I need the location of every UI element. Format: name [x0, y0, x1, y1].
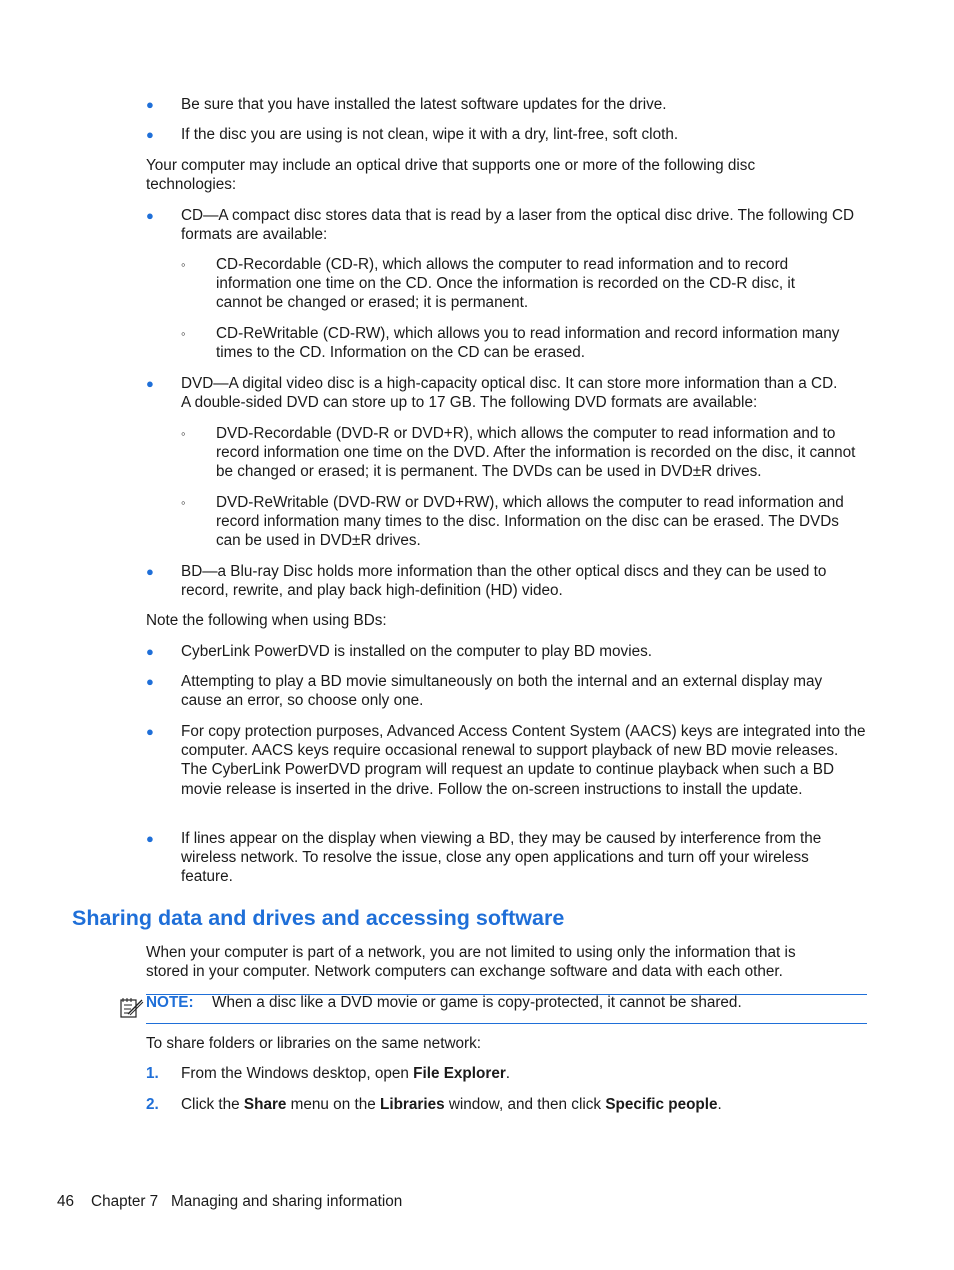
bullet-icon: ●: [146, 208, 154, 223]
list-item: CD—A compact disc stores data that is read by a laser from the optical disc drive. The following CD formats are available:: [181, 207, 855, 244]
bullet-icon: ●: [146, 831, 154, 846]
step-bold-text: File Explorer: [413, 1065, 506, 1082]
note-bottom-rule: [146, 1023, 867, 1024]
step-text: From the Windows desktop, open: [181, 1065, 414, 1082]
sub-list-item: CD-Recordable (CD-R), which allows the computer to read information and to record information one time on the CD. Once the information is recorded on the CD-R disc, it cannot be changed or erased; it is permanent.: [216, 256, 795, 312]
bullet-icon: ●: [146, 564, 154, 579]
sub-list-item: DVD-ReWritable (DVD-RW or DVD+RW), which allows the computer to read information and record information many times to the disc. Information on the disc can be erased. The DVDs can be used in DVD±R drives.: [216, 494, 844, 550]
step-text: .: [717, 1096, 722, 1113]
step-bold-text: Specific people: [605, 1096, 718, 1113]
step-text: Click the: [181, 1096, 244, 1113]
bullet-icon: ●: [146, 724, 154, 739]
paragraph: To share folders or libraries on the same network:: [146, 1035, 481, 1052]
list-item: DVD—A digital video disc is a high-capacity optical disc. It can store more information than a CD. A double-sided DVD can store up to 17 GB. The following DVD formats are available:: [181, 375, 838, 412]
sub-bullet-icon: ◦: [181, 326, 186, 341]
sub-bullet-icon: ◦: [181, 426, 186, 441]
step-item: [181, 1064, 861, 1083]
step-text: menu on the: [286, 1096, 380, 1113]
note-pad-icon: [118, 994, 144, 1020]
paragraph: Note the following when using BDs:: [146, 612, 387, 629]
step-bold-text: Share: [243, 1096, 287, 1113]
list-item: CyberLink PowerDVD is installed on the computer to play BD movies.: [181, 643, 653, 660]
bullet-icon: ●: [146, 376, 154, 391]
bullet-icon: ●: [146, 127, 154, 142]
bullet-icon: ●: [146, 644, 154, 659]
step-number: 1.: [146, 1065, 159, 1082]
step-text: window, and then click: [444, 1096, 606, 1113]
step-text: .: [505, 1065, 511, 1082]
paragraph: When your computer is part of a network, you are not limited to using only the information that is stored in your computer. Network computers can exchange software and data with each other.: [146, 944, 796, 981]
chapter-label: Chapter 7: [91, 1193, 159, 1210]
note-text: When a disc like a DVD movie or game is copy-protected, it cannot be shared.: [212, 994, 742, 1011]
paragraph: Your computer may include an optical drive that supports one or more of the following disc technologies:: [146, 157, 756, 194]
chapter-title: Managing and sharing information: [170, 1193, 403, 1210]
bullet-icon: ●: [146, 674, 154, 689]
list-item: If the disc you are using is not clean, wipe it with a dry, lint-free, soft cloth.: [181, 126, 679, 143]
list-item: If lines appear on the display when viewing a BD, they may be caused by interference from the wireless network. To resolve the issue, close any open applications and turn off your wireless feature.: [181, 830, 822, 886]
page-number: 46: [57, 1193, 75, 1210]
list-item: Be sure that you have installed the latest software updates for the drive.: [181, 96, 667, 113]
step-bold-text: Libraries: [379, 1096, 445, 1113]
step-number: 2.: [146, 1096, 159, 1113]
step-item: [181, 1095, 871, 1114]
list-item: BD—a Blu-ray Disc holds more information than the other optical discs and they can be used to record, rewrite, and play back high-definition (HD) video.: [181, 563, 827, 600]
list-item: For copy protection purposes, Advanced Access Content System (AACS) keys are integrated into the computer. AACS keys require occasional renewal to support playback of new BD movie releases. The CyberLink PowerDVD program will request an update to continue playback when such a BD movie release is inserted in the drive. Follow the on-screen instructions to install the update.: [181, 723, 866, 798]
note-label: NOTE:: [146, 994, 194, 1011]
list-item: Attempting to play a BD movie simultaneously on both the internal and an external display may cause an error, so choose only one.: [181, 673, 823, 710]
sub-bullet-icon: ◦: [181, 495, 186, 510]
sub-list-item: DVD-Recordable (DVD-R or DVD+R), which allows the computer to read information and to record information one time on the DVD. After the information is recorded on the disc, it cannot be changed or erased; it is permanent. The DVDs can be used in DVD±R drives.: [216, 425, 856, 481]
sub-bullet-icon: ◦: [181, 257, 186, 272]
page-footer: [57, 1192, 402, 1211]
bullet-icon: ●: [146, 97, 154, 112]
section-heading: Sharing data and drives and accessing software: [72, 906, 565, 930]
sub-list-item: CD-ReWritable (CD-RW), which allows you to read information and record information many times to the CD. Information on the CD can be erased.: [216, 325, 840, 362]
